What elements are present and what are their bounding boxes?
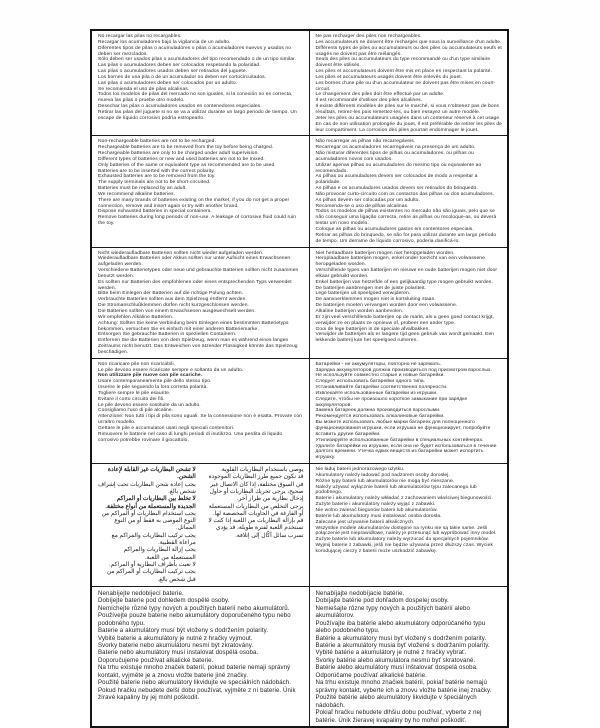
- instruction-line: Wyjmij baterie z zabawki, jeśli nie będzie używana przez dłuższy czas. Wyciek korodującej cieczy z baterii może uszkodzić zabawkę.: [315, 543, 493, 554]
- language-cell-arabic: [91, 464, 309, 587]
- instruction-line: Použité baterie nebo akumulátory likvidujte ve speciálních nádobách.: [98, 679, 292, 687]
- instruction-line: Entfernen Sie die Batterien von dem Spielzeug, wenn man es während eines langen Zeitraums nicht benutzt. Das Entweichen von ätzender Flüssigkeit könnte das Spielzeug beschädigen.: [98, 338, 298, 355]
- instruction-line: Na trhu existuje mnoho značiek batérií, pokiaľ batérie nemajú správny kontakt, vyberte ich a znovu vložte batérie inej značky.: [315, 679, 492, 694]
- instruction-line: Desechar las pilas o acumuladores usados en contenedores especiales.: [98, 104, 262, 110]
- instruction-line: De batterijen moeten vervangen worden door een volwassene.: [315, 303, 458, 309]
- instruction-line: Heroplaadbare batterijen mogen, enkel onder toezicht van een volwassene heropgeladen worden.: [315, 256, 485, 268]
- instruction-line: يوصى باستخدام البطاريات القلوية.: [220, 467, 304, 474]
- instruction-line: Zużyte baterie i akumulatory należy wyjąć z zabawki.: [315, 502, 436, 508]
- instruction-line: Consigliamo l'uso di pile alcaline.: [98, 408, 174, 414]
- instruction-line: Утилизируйте использованные батарейки в специальных контейнерах.: [315, 437, 484, 443]
- table-row: [91, 464, 508, 587]
- instruction-line: Niet herlaadbare batterijen mogen niet heropgeladen worden.: [315, 250, 455, 256]
- instruction-line: Die Stromanschlußklemmen dürfen nicht kurzgeschlossen werden.: [98, 303, 249, 309]
- instruction-line: Le pile devono essere sostituite da un adulto.: [98, 402, 201, 408]
- instruction-line: Non utilizzare pile nuove con pile scariche.: [98, 373, 203, 379]
- instruction-line: قد تكون جميع طرز البطاريات الموجودة في السوق مختلفة، إذا كان الاتصال غير صحيح، يرجى تحريك البطاريات أو حاول إدخال بطارية من طراز آخر.: [208, 474, 304, 503]
- instruction-line: Er zijn veel verschillende batterijen op de markt, als u geen goed contact krijgt, verwijder ze en plaats ze opnieuw of, probeer een ander type.: [315, 314, 494, 326]
- instruction-line: Inserire le pile seguendo la loro corretta polarità.: [98, 385, 208, 391]
- language-cell-russian: [309, 358, 508, 463]
- instruction-line: Seuls des piles ou accumulateurs du type recommandé ou d'un type similaire doivent être utilisés.: [315, 57, 491, 69]
- instruction-line: Zużyte baterie lub akumulatory należy wyrzucać do specjalnych pojemników.: [315, 537, 489, 543]
- instruction-line: لا تشحن البطاريات غير القابلة لإعادة الشحن.: [107, 467, 196, 481]
- instruction-line: Doporučujeme používat alkalické baterie.: [98, 656, 214, 664]
- instruction-line: يجب إعادة شحن البطاريات تحت إشراف شخص بالغ.: [98, 481, 196, 495]
- instruction-line: De aanvoerklemmen mogen niet in kortsluiting staan.: [315, 297, 436, 303]
- instruction-line: As pilhas ou acumuladores devem ser colocados de modo a respeitar a polaridade.: [315, 174, 478, 186]
- instruction-line: Zalecane jest używanie baterii alkalicznych.: [315, 519, 415, 525]
- instruction-line: Non ricaricare pile non ricaricabili.: [98, 361, 176, 367]
- instruction-line: Nenabíjajte nedobíjacie batérie.: [315, 589, 405, 597]
- instruction-line: Las pilas o acumuladores deben ser colocados por un adulto.: [98, 80, 238, 86]
- instruction-line: Batteries are to be inserted with the correct polarity.: [98, 168, 215, 174]
- instruction-line: Die Batterien sollten von einem Erwachsenen ausgewechselt werden.: [98, 308, 256, 314]
- instruction-line: Rimuovere le batterie nel caso di lunghi periodi di inutilizzo. Una perdita di liquido corrosivo potrebbe rovinare il giocattolo.: [98, 431, 283, 443]
- instruction-line: Odporúčame používať alkalické batérie.: [315, 671, 427, 679]
- instruction-line: Bitte beim Einlegen der Batterien auf die richtige Polung achten.: [98, 291, 244, 297]
- instruction-line: Es sollten nur Batterien des empfohlenen oder eines entsprechenden Typs verwendet werden.: [98, 279, 292, 291]
- instruction-line: Nicht wiederaufladbare Batterien sollten nicht wieder aufgeladen werden.: [98, 250, 264, 256]
- instruction-line: Dobíjajte batérie pod dohľadom dospelej osoby.: [315, 597, 449, 605]
- instruction-line: Enkel batterijen van hetzelfde of een gelijkaardig type mogen gebruikt worden.: [315, 279, 493, 285]
- instruction-line: Não provocar curto-circuito com os contactos das pilhas ou dos acumuladores.: [315, 191, 495, 197]
- instruction-line: Wiederaufladbare Batterien oder Akkus sollten nur unter Aufsicht eines Erwachsenen aufgeladen werden.: [98, 256, 291, 268]
- instruction-line: Wir empfehlen Alkaline Batterien.: [98, 314, 174, 320]
- table-row: [91, 136, 508, 247]
- instruction-line: Удалите батарейки из игрушки, если она не будет использоваться в течение долгого времени. Утечка едких веществ из батарейки может испортить игрушку.: [315, 443, 497, 461]
- language-cell-italian: [91, 358, 309, 463]
- instruction-line: Baterie i akumulatory należy wkładać z zachowaniem właściwej biegunowości.: [315, 496, 493, 502]
- table-row: [91, 358, 508, 463]
- instruction-line: Retirar las pilas del juguete si no se va a utilizar durante un largo periodo de tiempo. Un escape de líquido corrosivo podría estropearlo.: [98, 109, 297, 121]
- instruction-line: Jeter les piles ou accumulateurs usagées dans un conteneur réservé à cet usage.: [315, 115, 501, 121]
- instruction-line: Nie ładuj baterii jednorazowego użytku.: [315, 467, 405, 473]
- instruction-line: De batterijen aanbrengen met de juiste polariteit.: [315, 285, 426, 291]
- language-cell-czech: [91, 586, 309, 727]
- instruction-line: Entsorgen Sie gebrauchte Batterien in speziellen Containern.: [98, 332, 237, 338]
- instruction-line: Recomenda-se o uso de pilhas alcalinas.: [315, 203, 409, 209]
- arabic-column-right: [206, 467, 304, 584]
- instruction-line: Rechargeable batteries are only to be charged under adult supervision.: [98, 151, 259, 157]
- instruction-line: Nemiešajte rôzne typy nových a použitých batérií alebo akumulátorov.: [315, 604, 470, 620]
- language-cell-french: [309, 30, 508, 136]
- instruction-line: Sólo deben ser usados pilas o acumuladores del tipo recomendado o de un tipo similar.: [98, 57, 296, 63]
- instruction-line: Verwijder de batterijen als er langere tijd geen gebruik van wordt gemaakt. Een lekkende batterij kan het speelgoed ruïneren.: [315, 332, 495, 344]
- instruction-line: Las pilas o acumuladores deben ser colocados respetando la polaridad.: [98, 63, 261, 69]
- instruction-line: Gettare le pile e accumulatori usati negli speciali contenitori.: [98, 426, 235, 431]
- instruction-line: Ne pas recharger des piles non rechargeables.: [315, 34, 422, 39]
- instruction-line: يجب استخدام البطاريات أو المراكم من النوع الموصى به فقط أو من النوع المماثل.: [101, 510, 196, 532]
- instruction-line: Батарейки - не аккумуляторы, повторно не заряжать.: [315, 361, 442, 367]
- instruction-line: Exhausted batteries are to be removed from the toy.: [98, 174, 216, 180]
- instruction-line: Verbrauchte Batterien sollten aus dem Spielzeug entfernt werden.: [98, 297, 247, 303]
- instruction-line: Verschiedene Batterietypen oder neue und gebrauchte Batterien sollten nicht zusammen benutzt werden.: [98, 268, 299, 279]
- instruction-line: Pokiaľ hračku nebudete dlhšiu dobu používať, vyberte z nej batérie. Únik žieravej kvapaliny by ho mohol poškodiť.: [315, 709, 482, 724]
- instruction-line: Alkaline batterijen worden aanbevolen.: [315, 308, 404, 314]
- instruction-line: Svorky baterie nebo akumulátoru nesmí být zkratovány.: [98, 641, 254, 649]
- instruction-line: Les piles et accumulateurs usagés doivent être enlevés du jouet.: [315, 74, 463, 80]
- language-cell-english: [91, 136, 309, 247]
- instruction-line: Batérie alebo akumulátory musí inštalovať dospelá osoba.: [315, 664, 478, 672]
- instruction-line: There are many brands of batteries existing on the market, if you do not get a proper connection, remove and insert again or try with another brand.: [98, 197, 290, 209]
- instruction-line: Nie wolno zwierać biegunów baterii lub akumulatorów.: [315, 507, 438, 513]
- instruction-line: Only batteries of the same or equivalent type as recommended are to be used.: [98, 162, 276, 168]
- language-cell-polish: [309, 464, 508, 587]
- instruction-line: Зарядка аккумуляторов должна производиться под присмотром взрослых.: [315, 367, 493, 373]
- instruction-line: Evitare il corto circuito dei fili.: [98, 396, 165, 402]
- instruction-line: Pokud hračku nebudete delší dobu používat, vyjměte z ní baterie. Únik žíravé kapaliny by jej mohl poškodit.: [98, 686, 296, 702]
- instruction-line: يجب إزالة البطاريات والمراكم المستعملة من اللعبة.: [123, 547, 196, 561]
- instruction-line: Los bornes de una pila o de un acumulador no deben ser cortocircuitados.: [98, 74, 267, 80]
- instruction-line: As pilhas devem ser colocadas por um adulto.: [315, 197, 420, 203]
- instruction-line: Wszystkie modele akumulatorów dostępne na rynku nie są takie same. Jeśli połączenie jest nieprawidłowe, należy je przesunąć lub wypróbować inny model.: [315, 525, 497, 537]
- instruction-line: Замена батареек должна производиться взрослыми.: [315, 408, 441, 414]
- instruction-line: Não misturar diferentes tipos de pilhas ou acumuladores, ou pilhas ou acumuladores novos com usados.: [315, 151, 474, 162]
- language-cell-portuguese: [309, 136, 508, 247]
- language-cell-slovak: [309, 586, 508, 727]
- instruction-line: Batérie a akumulátory musí byť vložený s dodržením polarity.: [315, 634, 487, 642]
- instruction-line: Batteries must be replaced by an adult.: [98, 186, 187, 192]
- instruction-line: Le changement des piles doit être effectué par un adulte.: [315, 92, 445, 98]
- instruction-line: Todos os modelos de pilhas existentes no mercado não são iguais, pelo que se não conseguir uma ligação correcta, retire as pilhas ou recoloque-as, ou deverá testar um novo modelo.: [315, 209, 497, 227]
- instruction-line: Las pilas o acumuladores usados deben ser retirados del juguete.: [98, 69, 248, 75]
- instruction-line: قم بإزالة البطاريات من اللعبة إذا كنت لا تستخدم اللعبة لفترة طويلة، قد يؤدي تسرب سائل أكّال إلى إتلافه.: [208, 518, 304, 539]
- instruction-line: Należy używać wyłącznie baterii lub akumulatorów typu zalecanego lub podobnego.: [315, 484, 477, 496]
- instruction-line: Vybité batérie a akumulátory je nutné z hračky vybrať.: [315, 649, 467, 657]
- language-cell-dutch: [309, 247, 508, 358]
- instruction-line: Baterie a akumulátory musí být vloženy s dodržením polarity.: [98, 627, 269, 635]
- instruction-line: Attenzione: Non tutti i tipi di pila sono uguali. Se la connessione non è esatta. Provare con un'altro modello.: [98, 414, 302, 426]
- instruction-line: Todos los modelos de pilas del mercado no son iguales, si la conexión no es correcta, mueva las pilas o pruebe otro modelo.: [98, 92, 293, 104]
- instruction-line: Lege batterijen uit speelgoed verwijderen.: [315, 291, 411, 297]
- instruction-line: Не используйте совместно старые и новые батарейки.: [315, 373, 445, 379]
- instruction-line: Na trhu existuje mnoho značek baterií, pokud baterie nemají správný kontakt, vyjměte je a znovu vložte baterie jiné značky.: [98, 664, 291, 679]
- instruction-line: Diferentes tipos de pilas o acumuladores o pilas o acumuladores nuevos y usados no deben ser mezclados.: [98, 45, 292, 57]
- instruction-line: Different types of batteries or new and used batteries are not to be mixed.: [98, 156, 265, 162]
- instruction-line: Verschillende types van batterijen en nieuwe en oude batterijen mogen niet door elkaar gebruikt worden.: [315, 268, 498, 279]
- instruction-line: Les accumulateurs ne doivent être rechargés que sous la surveillance d'un adulte.: [315, 39, 502, 45]
- instruction-line: Nenabíjejte nedobíjecí baterie.: [98, 589, 184, 597]
- instruction-line: Baterie nebo akumulátory musí instalovat dospělá osoba.: [98, 649, 259, 657]
- instruction-line: Следите, чтобы не произошло короткое замыкание при зарядке аккумуляторов.: [315, 396, 468, 408]
- instruction-line: Le pile devono essere ricaricate sempre e soltanto da un adulto.: [98, 367, 244, 373]
- instruction-line: Следует использовать батарейки одного типа.: [315, 379, 426, 385]
- instruction-line: Se recomienda el uso de pilas alcalinas.: [98, 86, 190, 92]
- instruction-line: Togliere sempre le pile esaurite.: [98, 390, 171, 396]
- instruction-line: The supply terminals are not to be short-circuited.: [98, 180, 211, 186]
- instruction-line: Il existe différents modèles de piles sur le marché, si vous n'obtenez pas de bons résultats, retirez-les puis remettez-les, ou bien essayez un autre modèle.: [315, 104, 500, 115]
- instruction-line: Používajte iba batérie alebo akumulátory odporúčaného typu alebo podobného typu.: [315, 619, 486, 635]
- instruction-line: Batérie a akumulátory musia byť vložené s dodržaním polarity.: [315, 641, 490, 649]
- instruction-line: Používejte pouze baterie nebo akumulátory doporučeného typu nebo podobného typu.: [98, 612, 291, 627]
- instruction-line: Usare contemporaneamente pile dello stesso tipo.: [98, 379, 212, 385]
- language-cell-spanish: [91, 30, 309, 136]
- instruction-line: يجب تركيب البطاريات والمراكم مع مراعاة القطبية.: [111, 532, 196, 547]
- instruction-line: Gooi de lege batterijen in de speciale afvalbakken.: [315, 326, 430, 332]
- instruction-line: Устанавливайте батарейки соответственно полярности.: [315, 385, 448, 391]
- instruction-line: Vybité baterie a akumulátory je nutné z hračky vyjmout.: [98, 634, 253, 642]
- language-table-body: [91, 30, 508, 727]
- instruction-line: Recargar los acumuladores bajo la vigilancia de un adulto.: [98, 39, 231, 45]
- instruction-line: Рекомендуется использовать алкалиновые батарейки.: [315, 414, 445, 420]
- instruction-line: As pilhas e os acumuladores usados devem ser retirados do brinquedo.: [315, 186, 478, 192]
- instruction-line: لا تخلط بين البطاريات أو المراكم الجديدة والمستعملة من أنواع مختلفة.: [105, 496, 196, 510]
- instruction-line: Вы можете использовать любые марки батареек для полноценного функционирования игрушки, если игрушка не функционирует, попробуйте вставить другие батарейки.: [315, 420, 491, 437]
- table-row: [91, 30, 508, 136]
- instruction-line: لا تعبث بأطراف البطارية أو المراكم.: [109, 561, 196, 568]
- instruction-line: Les piles et accumulateurs doivent être mis en place en respectant la polarité.: [315, 69, 492, 75]
- instruction-line: Akumulatory należy ładować pod nadzorem osoby dorosłej.: [315, 472, 450, 478]
- instruction-line: Retirar as pilhas do brinquedo, se não for para utilizar durante um largo período de tempo. Um derrame de líquido corrosivo, poderia danificá-lo.: [315, 232, 497, 244]
- instruction-line: Nemíchejte různé typy nových a použitých baterií nebo akumulátorů.: [98, 604, 290, 612]
- battery-instructions-table: [90, 29, 509, 728]
- instruction-line: Dobíjejte baterie pod dohledem dospělé osoby.: [98, 597, 230, 605]
- instruction-line: Coloque as pilhas ou acumuladores gastos em contentores especiais.: [315, 227, 474, 232]
- instruction-line: يجب تركيب البطاريات أو المراكم من قبل شخص بالغ.: [106, 569, 196, 583]
- instruction-line: Recarregar os acumuladores recarregáveis na presença de um adulto.: [315, 145, 476, 151]
- instruction-line: Baterie lub akumulatory musi instalować osoba dorosła.: [315, 513, 442, 519]
- arabic-column-left: [98, 467, 196, 584]
- instruction-line: Použité batérie alebo akumulátory likvidujte v špeciálnych nádobách.: [315, 694, 477, 709]
- language-cell-german: [91, 247, 309, 358]
- instruction-line: يرجى التخلص من البطاريات المستعملة أو الفارغة في الحاويات المخصصة لها.: [208, 503, 304, 517]
- instruction-line: Différents types de piles ou accumulateurs ou des piles ou accumulateurs neufs et usagés ne doivent pas être mélangés.: [315, 45, 502, 57]
- instruction-line: Извлекайте использованные батарейки из игрушки.: [315, 390, 438, 396]
- instruction-line: Les bornes d'une pile ou d'un accumulateur ne doivent pas être mises en court-circuit.: [315, 80, 496, 92]
- instruction-line: Não recarregar as pilhas não recarregáveis.: [315, 139, 416, 145]
- instruction-line: We recommend alkaline batteries.: [98, 191, 176, 197]
- instruction-line: Il est recommandé d'utiliser des piles alcalines.: [315, 98, 423, 104]
- instruction-line: Rechargeable batteries are to be removed from the toy before being charged.: [98, 145, 274, 151]
- instruction-line: Achtung: Sollten Sie keine Verbindung beim Einlegen eines bestimmten Batterietyps bekommen, versuchen Sie es einfach mit einer anderen Batteriemarke.: [98, 320, 289, 332]
- instruction-line: Svorky batérie alebo akumulátora nesmú byť skratované.: [315, 656, 476, 664]
- instruction-line: No recargar las pilas no recargables.: [98, 34, 182, 39]
- table-row: [91, 586, 508, 727]
- instruction-line: Dispose exhausted batteries in special containers.: [98, 209, 212, 215]
- instruction-line: Utilizar apenas pilhas ou acumuladores do mesmo tipo ou equivalente ao recomendado.: [315, 162, 482, 174]
- instruction-line: En cas de non utilisation prolongée du jouet, il est préférable de retirer les piles de leur compartiment. La corrosion des piles pourrait endommager le jouet.: [315, 121, 503, 133]
- instruction-line: Non-rechargeable batteries are not to be recharged.: [98, 139, 216, 145]
- arabic-two-column-block: [98, 467, 304, 584]
- instruction-line: Różne typy baterii lub akumulatorów nie mogą być mieszane.: [315, 478, 455, 484]
- instruction-line: Remove batteries during long periods of non-use. A leakage of corrosive fluid could ruin the toy.: [98, 215, 297, 227]
- table-row: [91, 247, 508, 358]
